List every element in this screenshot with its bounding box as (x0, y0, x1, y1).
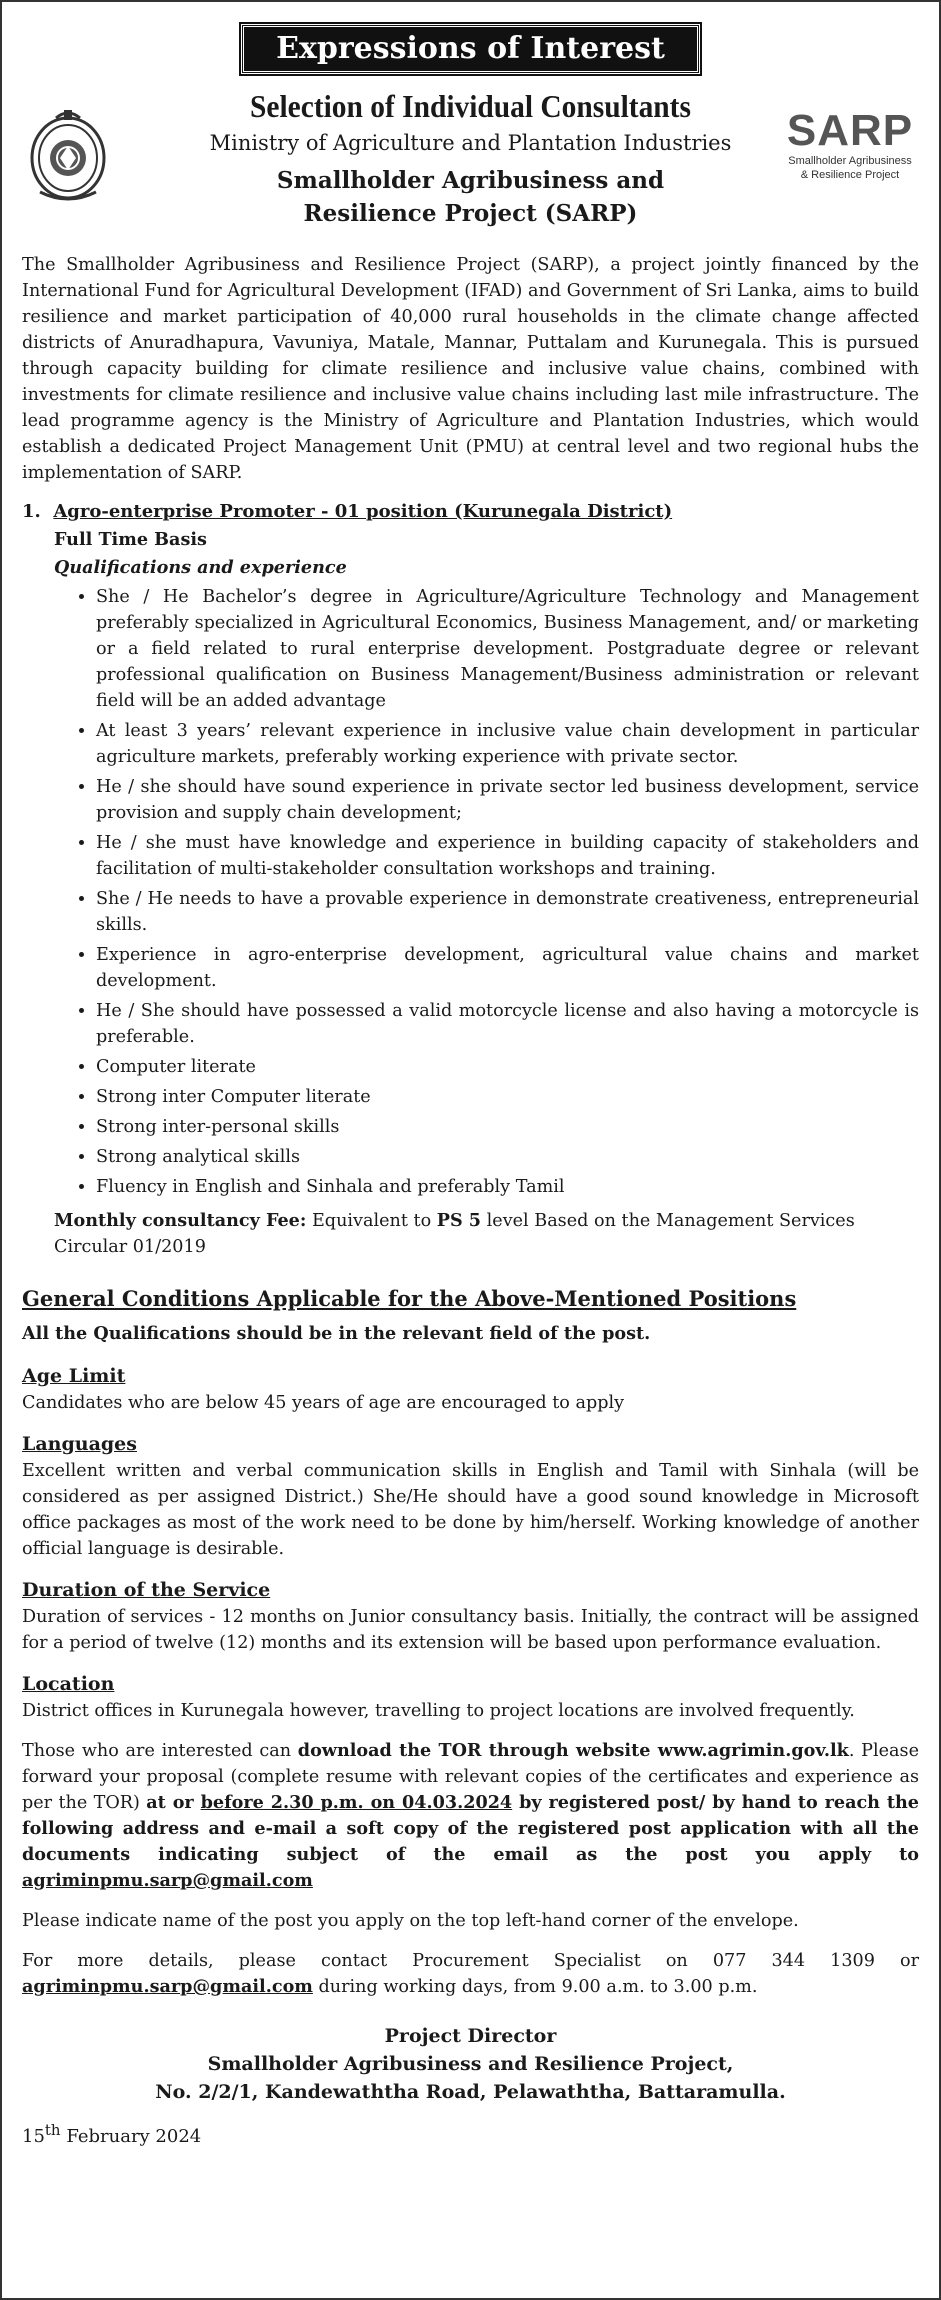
fee-text-1: Equivalent to (306, 1211, 437, 1231)
intro-paragraph: The Smallholder Agribusiness and Resilience Project (SARP), a project jointly financed by the International Fund for Agricultural Development (IFAD) and Government of Sri Lanka, aims to build resilience and market participation of 40,000 rural households in the climate change affected districts of Anuradhapura, Vavuniya, Matale, Mannar, Puttalam and Kurunegala. This is pursued through capacity building for climate resilience and inclusive value chains, combined with investments for climate resilience and inclusive value chains including last mile infrastructure. The lead programme agency is the Ministry of Agriculture and Plantation Industries, which would establish a dedicated Project Management Unit (PMU) at central level and two regional hubs the implementation of SARP. (22, 255, 919, 483)
list-item: • She / He Bachelor’s degree in Agriculture/Agriculture Technology and Management preferably specialized in Agricultural Economics, Business Management, and/ or marketing or a field related to rural enterprise development. Postgraduate degree or relevant professional qualification on Business Management/Business administration or relevant field will be an added advantage (96, 584, 919, 714)
list-item: • He / She should have possessed a valid motorcycle license and also having a motorcycle is preferable. (96, 998, 919, 1050)
date-suffix: th (44, 2121, 61, 2139)
signature-line3: No. 2/2/1, Kandewaththa Road, Pelawaththa, Battaramulla. (155, 2081, 786, 2103)
banner-title: Expressions of Interest (241, 24, 700, 74)
fee-label: Monthly consultancy Fee: (54, 1210, 307, 1231)
list-item: • Strong inter-personal skills (96, 1114, 919, 1140)
list-item: • At least 3 years’ relevant experience in inclusive value chain development in particular agriculture markets, preferably working experience with private sector. (96, 718, 919, 770)
contact-email-link[interactable]: agriminpmu.sarp@gmail.com (22, 1976, 313, 1997)
fee-level: PS 5 (436, 1210, 482, 1231)
list-item: • Strong inter Computer literate (96, 1084, 919, 1110)
sarp-logo-mark: SARP (786, 106, 914, 155)
age-limit-text: Candidates who are below 45 years of age are encouraged to apply (22, 1393, 625, 1413)
contact-paragraph (22, 1948, 919, 2000)
position-title: Agro-enterprise Promoter - 01 position (Kurunegala District) (53, 501, 673, 522)
envelope-note: Please indicate name of the post you apply on the top left-hand corner of the envelope. (22, 1911, 799, 1931)
sarp-logo-sub2: & Resilience Project (800, 169, 900, 181)
languages-text: Excellent written and verbal communication skills in English and Tamil with Sinhala (will be considered as per assigned District.) She/He should have a good sound knowledge in Microsoft office packages as most of the work need to be done by him/herself. Working knowledge of another official language is desirable. (22, 1461, 919, 1559)
ministry-name: Ministry of Agriculture and Plantation Industries (209, 131, 732, 155)
date-rest: February 2024 (60, 2126, 202, 2147)
contact-text-1: For more details, please contact Procurement Specialist on 077 344 1309 or (22, 1951, 919, 1971)
consultancy-fee (22, 1208, 919, 1260)
apply-text-4: at or (146, 1792, 201, 1813)
signature-block (22, 2022, 919, 2106)
list-item: • She / He needs to have a provable experience in demonstrate creativeness, entrepreneurial skills. (96, 886, 919, 938)
sarp-logo (785, 108, 915, 182)
age-limit-heading: Age Limit (22, 1365, 126, 1387)
languages-heading: Languages (22, 1433, 137, 1455)
list-item: • He / she should have sound experience in private sector led business development, service provision and supply chain development; (96, 774, 919, 826)
position-basis: Full Time Basis (54, 529, 207, 550)
publication-date (22, 2116, 919, 2151)
apply-text-1: Those who are interested can (22, 1741, 298, 1761)
duration-text: Duration of services - 12 months on Junior consultancy basis. Initially, the contract will be assigned for a period of twelve (12) months and its extension will be based upon performance evaluation. (22, 1607, 919, 1653)
position-heading (22, 498, 919, 526)
apply-deadline: before 2.30 p.m. on 04.03.2024 (200, 1792, 513, 1813)
signature-line1: Project Director (384, 2025, 557, 2047)
list-item: • Fluency in English and Sinhala and preferably Tamil (96, 1174, 919, 1200)
sarp-logo-sub1: Smallholder Agribusiness (788, 155, 912, 167)
apply-paragraph (22, 1738, 919, 1894)
contact-text-2: during working days, from 9.00 a.m. to 3.00 p.m. (312, 1977, 758, 1997)
project-name-line1: Smallholder Agribusiness and (276, 167, 665, 194)
header (22, 86, 919, 230)
list-item: • Computer literate (96, 1054, 919, 1080)
banner-wrap (22, 24, 919, 74)
general-conditions-subtitle: All the Qualifications should be in the relevant field of the post. (22, 1323, 651, 1344)
signature-line2: Smallholder Agribusiness and Resilience Project, (207, 2053, 734, 2075)
position-number: 1. (22, 501, 41, 522)
general-conditions-title: General Conditions Applicable for the Above-Mentioned Positions (22, 1286, 797, 1311)
date-day: 15 (22, 2126, 45, 2147)
fee-text-2: level Based on the Management Services Circular 01/2019 (54, 1211, 855, 1257)
apply-text-3: . Please forward your proposal (complete resume with relevant copies of the certificates and experience as per the TOR) (22, 1741, 919, 1813)
location-text: District offices in Kurunegala however, travelling to project locations are involved frequently. (22, 1701, 855, 1721)
list-item: • Strong analytical skills (96, 1144, 919, 1170)
apply-email-link[interactable]: agriminpmu.sarp@gmail.com (22, 1870, 313, 1891)
duration-heading: Duration of the Service (22, 1579, 271, 1601)
page-title: Selection of Individual Consultants (250, 88, 691, 124)
list-item: • He / she must have knowledge and experience in building capacity of stakeholders and facilitation of multi-stakeholder consultation workshops and training. (96, 830, 919, 882)
list-item: • Experience in agro-enterprise development, agricultural value chains and market development. (96, 942, 919, 994)
project-name-line2: Resilience Project (SARP) (303, 200, 638, 227)
apply-text-6: by registered post/ by hand to reach the following address and e-mail a soft copy of the registered post application with all the documents indicating subject of the email as the post you apply to (22, 1792, 919, 1865)
apply-tor-link[interactable]: download the TOR through website www.agrimin.gov.lk (297, 1740, 849, 1761)
qualifications-heading: Qualifications and experience (54, 557, 347, 578)
qualifications-list (22, 584, 919, 1200)
location-heading: Location (22, 1673, 115, 1695)
